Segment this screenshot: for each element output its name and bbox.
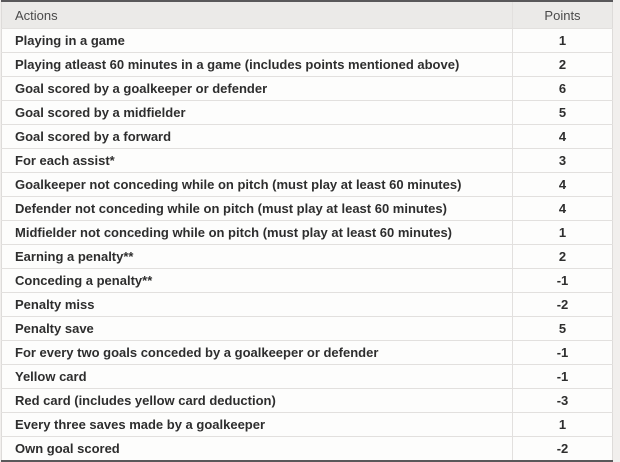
table-row [2,197,613,221]
action-cell: Conceding a penalty** [2,269,513,293]
points-cell: 2 [513,245,613,269]
table-row [2,365,613,389]
table-header [2,1,613,29]
table-row [2,245,613,269]
header-row [2,1,613,29]
points-cell: -1 [513,269,613,293]
points-cell: -1 [513,365,613,389]
table-row [2,317,613,341]
points-cell: 5 [513,101,613,125]
action-cell: Penalty save [2,317,513,341]
action-cell: Goal scored by a midfielder [2,101,513,125]
action-cell: Playing atleast 60 minutes in a game (includes points mentioned above) [2,53,513,77]
action-cell: Goal scored by a goalkeeper or defender [2,77,513,101]
points-cell: 5 [513,317,613,341]
table-row [2,29,613,53]
action-cell: Own goal scored [2,437,513,462]
table-row [2,77,613,101]
scoring-table-container [1,0,613,462]
table-row [2,149,613,173]
points-cell: 4 [513,197,613,221]
points-cell: -3 [513,389,613,413]
action-cell: Yellow card [2,365,513,389]
action-cell: Defender not conceding while on pitch (must play at least 60 minutes) [2,197,513,221]
points-cell: 1 [513,221,613,245]
action-cell: Penalty miss [2,293,513,317]
table-row [2,293,613,317]
table-row [2,101,613,125]
table-row [2,125,613,149]
table-body [2,29,613,462]
actions-column-header: Actions [2,1,513,29]
points-cell: 1 [513,29,613,53]
action-cell: Midfielder not conceding while on pitch (must play at least 60 minutes) [2,221,513,245]
table-row [2,341,613,365]
table-row [2,221,613,245]
action-cell: Goal scored by a forward [2,125,513,149]
points-cell: -2 [513,293,613,317]
action-cell: Red card (includes yellow card deduction) [2,389,513,413]
scoring-table [1,0,613,462]
action-cell: For each assist* [2,149,513,173]
table-row [2,413,613,437]
table-row [2,389,613,413]
points-cell: 2 [513,53,613,77]
action-cell: For every two goals conceded by a goalkeeper or defender [2,341,513,365]
points-cell: -1 [513,341,613,365]
action-cell: Earning a penalty** [2,245,513,269]
points-column-header: Points [513,1,613,29]
table-row [2,173,613,197]
points-cell: 3 [513,149,613,173]
points-cell: 4 [513,173,613,197]
table-row [2,269,613,293]
table-row [2,437,613,462]
points-cell: 4 [513,125,613,149]
action-cell: Playing in a game [2,29,513,53]
table-row [2,53,613,77]
points-cell: 6 [513,77,613,101]
action-cell: Goalkeeper not conceding while on pitch (must play at least 60 minutes) [2,173,513,197]
action-cell: Every three saves made by a goalkeeper [2,413,513,437]
points-cell: 1 [513,413,613,437]
points-cell: -2 [513,437,613,462]
